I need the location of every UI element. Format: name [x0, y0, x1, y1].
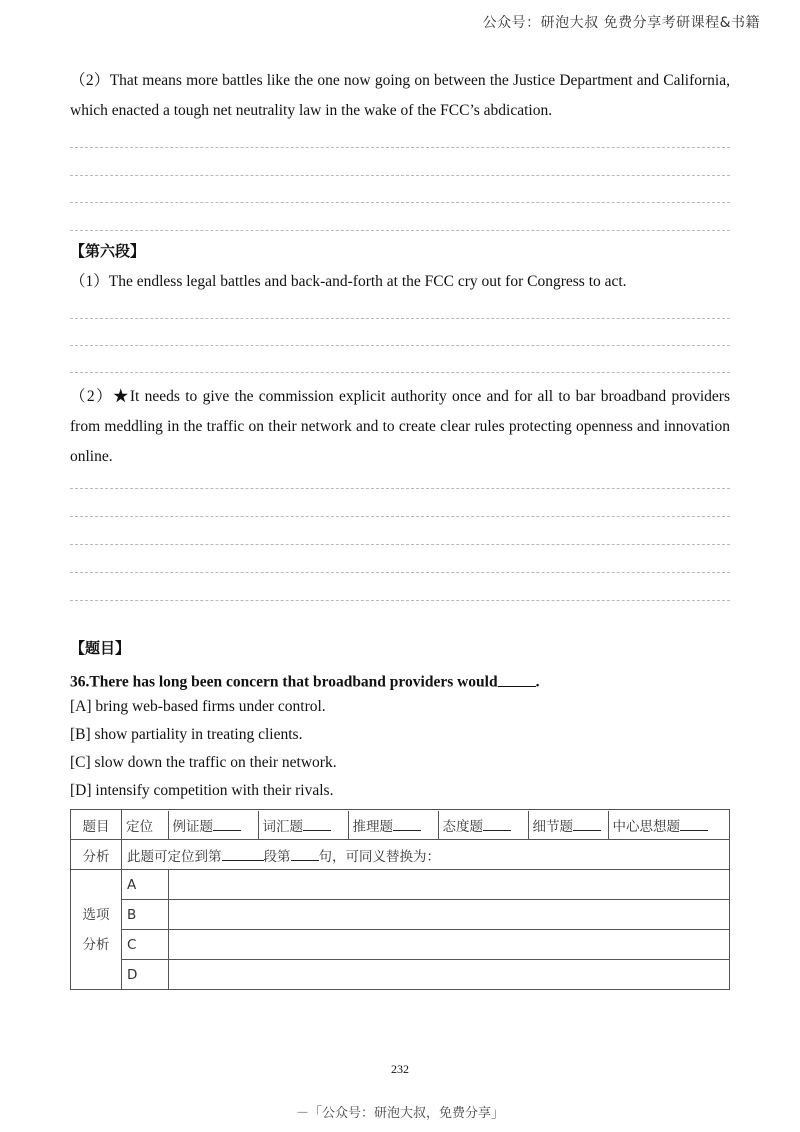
answer-line — [70, 230, 730, 231]
answer-line — [70, 372, 730, 373]
paragraph-6-sentence-2: （2）★It needs to give the commission explicit authority once and for all to bar broadband providers from meddling in the traffic on their network and to create clear rules protecting openness and innovation online. — [70, 388, 730, 465]
table-row — [71, 900, 730, 930]
table-row — [71, 810, 730, 840]
question-type-row — [122, 811, 729, 839]
answer-line — [70, 544, 730, 545]
option-analysis-cell — [169, 900, 730, 930]
option-b: [B] show partiality in treating clients. — [70, 726, 303, 743]
paragraph-6-sentence-1: （1）The endless legal battles and back-and-forth at the FCC cry out for Congress to act. — [70, 273, 627, 290]
section-heading-6: 【第六段】 — [70, 242, 146, 260]
option-analysis-cell — [169, 930, 730, 960]
option-letter-a: A — [122, 870, 169, 900]
table-row — [71, 960, 730, 990]
table-row — [71, 840, 730, 870]
answer-line — [70, 147, 730, 148]
option-letter-c: C — [122, 930, 169, 960]
row-label-2: 分析 — [71, 840, 122, 870]
row-label-1: 题目 — [71, 810, 122, 840]
question-text: 36.There has long been concern that broadband providers would — [70, 673, 498, 691]
locate-label: 定位 — [122, 811, 168, 839]
answer-line — [70, 572, 730, 573]
option-a: [A] bring web-based firms under control. — [70, 698, 326, 715]
locate-sentence: 此题可定位到第 段第 句，可同义替换为： — [122, 840, 730, 870]
type-main-idea: 中心思想题 — [608, 811, 729, 839]
option-letter-b: B — [122, 900, 169, 930]
page-number: 232 — [391, 1062, 409, 1076]
analysis-table — [70, 809, 730, 990]
type-vocabulary: 词汇题 — [258, 811, 348, 839]
question-end: . — [535, 673, 540, 691]
option-d: [D] intensify competition with their rivals. — [70, 782, 334, 799]
table-row — [71, 870, 730, 900]
option-analysis-cell — [169, 870, 730, 900]
answer-line — [70, 488, 730, 489]
header-watermark: 公众号：研泡大叔 免费分享考研课程&书籍 — [482, 15, 760, 31]
answer-line — [70, 345, 730, 346]
type-detail: 细节题 — [528, 811, 608, 839]
footer-watermark: －「公众号：研泡大叔，免费分享」 — [295, 1106, 504, 1121]
answer-line — [70, 516, 730, 517]
answer-line — [70, 175, 730, 176]
question-blank — [498, 670, 536, 687]
option-c: [C] slow down the traffic on their network. — [70, 754, 337, 771]
type-example: 例证题 — [168, 811, 258, 839]
answer-line — [70, 600, 730, 601]
answer-line — [70, 318, 730, 319]
type-attitude: 态度题 — [438, 811, 528, 839]
paragraph-5-sentence-2: （2）That means more battles like the one now going on between the Justice Department and California, which enacted a tough net neutrality law in the wake of the FCC’s abdication. — [70, 72, 730, 119]
option-letter-d: D — [122, 960, 169, 990]
type-inference: 推理题 — [348, 811, 438, 839]
option-analysis-cell — [169, 960, 730, 990]
section-heading-question: 【题目】 — [70, 639, 131, 657]
table-row — [71, 930, 730, 960]
answer-line — [70, 202, 730, 203]
question-36 — [70, 670, 539, 692]
option-analysis-label: 选项 分析 — [71, 870, 122, 990]
